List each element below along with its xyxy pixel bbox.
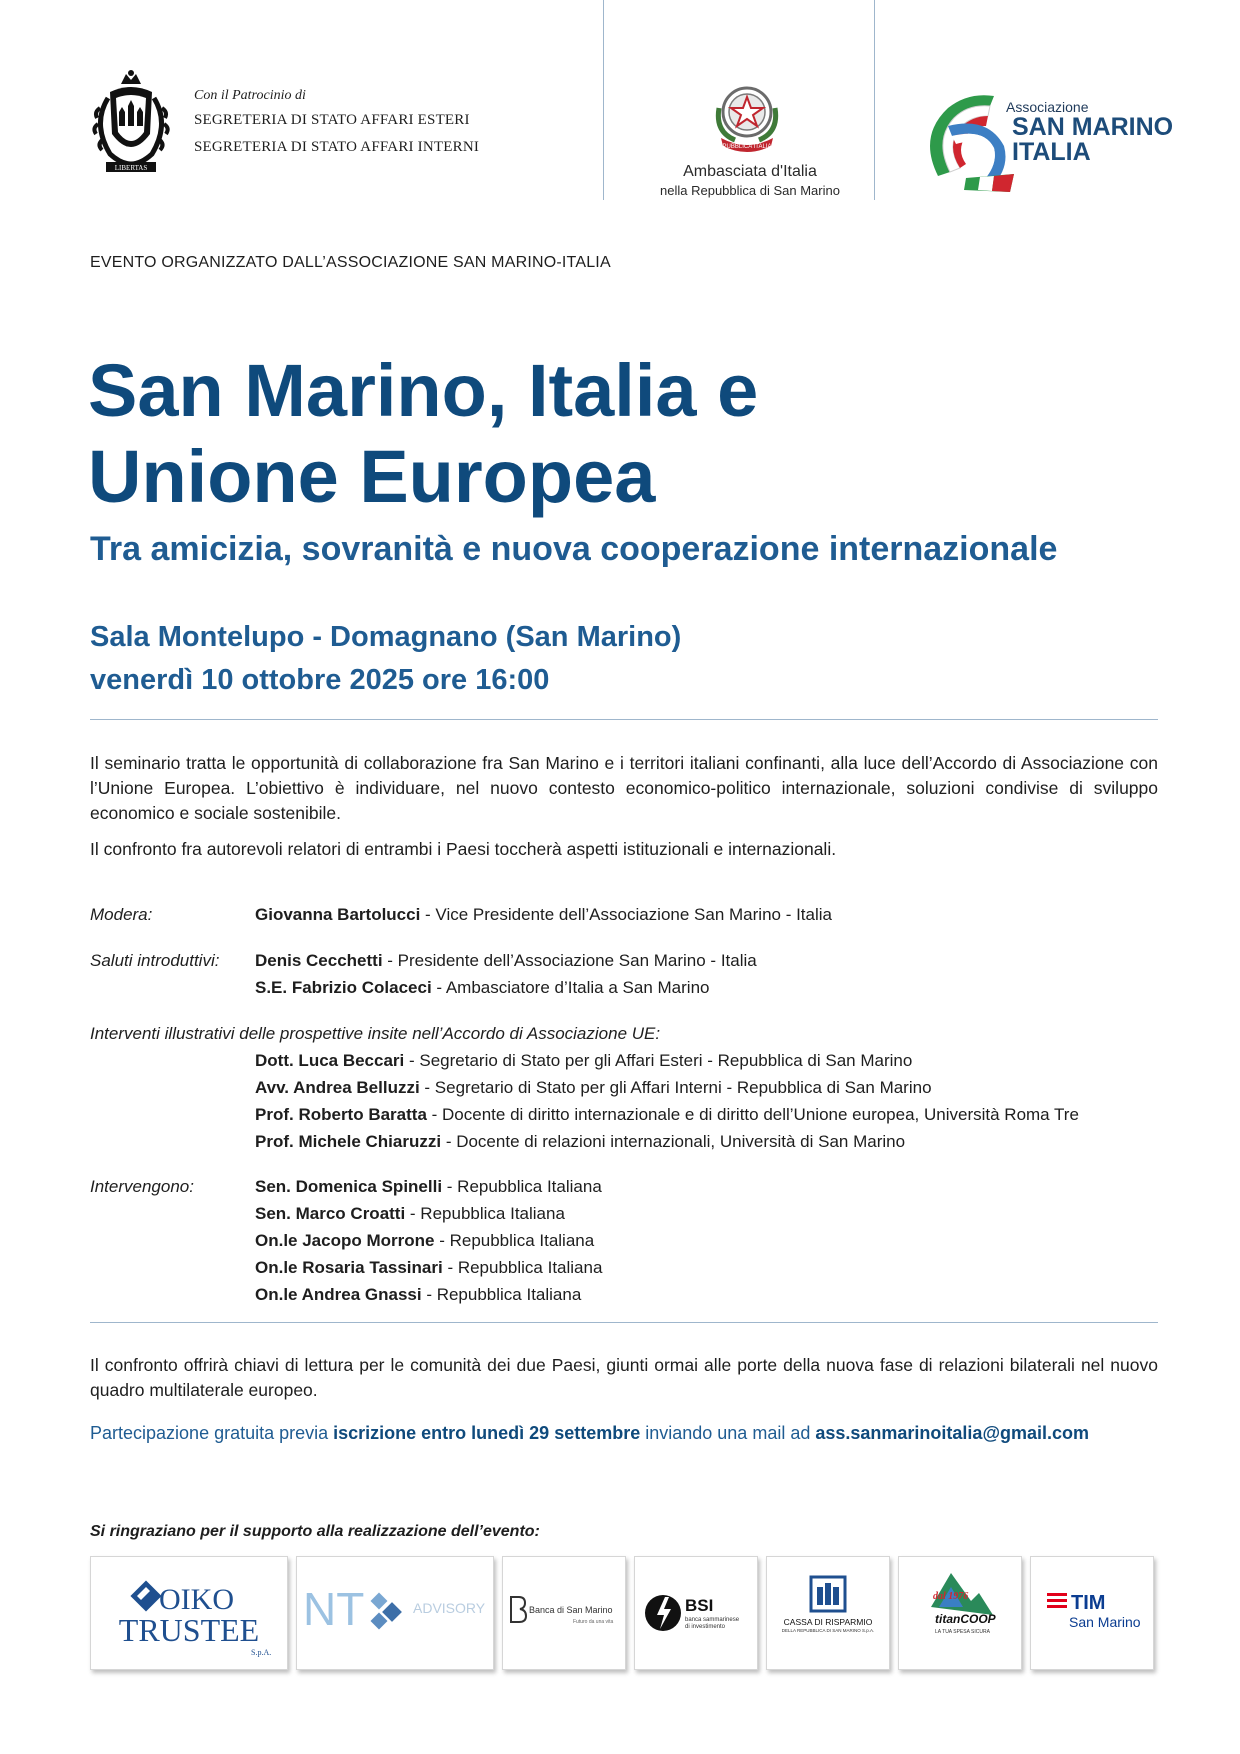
cassa-logo-icon — [767, 1557, 889, 1669]
cta-email-link[interactable]: ass.sanmarinoitalia@gmail.com — [815, 1423, 1090, 1443]
greetings-label: Saluti introduttivi: — [90, 951, 220, 970]
assoc-logo-line2: ITALIA — [1012, 138, 1091, 166]
event-venue: Sala Montelupo - Domagnano (San Marino) — [90, 621, 682, 653]
patronage-line-interni: SEGRETERIA DI STATO AFFARI INTERNI — [194, 139, 480, 155]
tim-logo-icon — [1031, 1557, 1153, 1669]
speaker-name: On.le Andrea Gnassi — [255, 1285, 422, 1304]
speaker-role: - Presidente dell’Associazione San Marino - Italia — [382, 951, 757, 970]
bsi-sub-text-1: banca sammarinese — [685, 1617, 740, 1623]
greeting-line — [255, 951, 757, 971]
speaker-role: - Docente di diritto internazionale e di diritto dell’Unione europea, Università Roma Tre — [426, 1105, 1079, 1124]
speaker-role: - Repubblica Italiana — [442, 1177, 602, 1196]
advisory-text: ADVISORY — [413, 1600, 486, 1616]
moderator-line — [255, 905, 832, 925]
oiko-logo-icon — [91, 1557, 287, 1669]
oiko-sub-text: S.p.A. — [251, 1648, 272, 1657]
titan-year-text: dal 1976 — [933, 1591, 969, 1602]
speaker-line — [255, 1177, 602, 1197]
speakers-label: Intervengono: — [90, 1177, 194, 1196]
talk-line — [255, 1105, 1079, 1125]
speaker-role: - Repubblica Italiana — [434, 1231, 595, 1250]
assoc-logo-small-text: Associazione — [1006, 99, 1089, 115]
sponsor-oiko-trustee — [90, 1556, 288, 1670]
nt-advisory-logo-icon — [297, 1557, 493, 1669]
sponsor-bsi — [634, 1556, 758, 1670]
intro-paragraph-2: Il confronto fra autorevoli relatori di entrambi i Paesi toccherà aspetti istituzionali e internazionali. — [90, 839, 837, 859]
bsi-sub-text-2: di investimento — [685, 1624, 726, 1630]
talks-label: Interventi illustrativi delle prospettive insite nell’Accordo di Associazione UE: — [90, 1024, 661, 1043]
speaker-name: Sen. Marco Croatti — [255, 1204, 406, 1223]
speaker-role: - Docente di relazioni internazionali, Università di San Marino — [441, 1132, 906, 1151]
tim-text: TIM — [1071, 1592, 1106, 1614]
speaker-line — [255, 1258, 602, 1278]
speaker-role: - Repubblica Italiana — [421, 1285, 582, 1304]
moderator-label: Modera: — [90, 905, 153, 924]
speaker-role: - Vice Presidente dell’Associazione San Marino - Italia — [420, 905, 832, 924]
event-title — [88, 348, 1158, 520]
event-title-line2: Unione Europea — [88, 435, 656, 518]
titan-logo-icon — [899, 1557, 1021, 1669]
speaker-line — [255, 1204, 565, 1224]
speaker-name: Dott. Luca Beccari — [255, 1051, 405, 1070]
coat-motto: LIBERTAS — [114, 164, 148, 172]
sponsor-banca-di-san-marino — [502, 1556, 626, 1670]
event-subtitle: Tra amicizia, sovranità e nuova cooperazione internazionale — [90, 530, 1058, 568]
cta-text-1: Partecipazione gratuita previa — [90, 1423, 334, 1443]
bsi-logo-icon — [635, 1557, 757, 1669]
cta-text-2: inviando una mail ad — [640, 1423, 816, 1443]
san-marino-coat-of-arms-icon — [86, 68, 176, 178]
closing-paragraph: Il confronto offrirà chiavi di lettura per le comunità dei due Paesi, giunti ormai alle porte della nuova fase di relazioni bilaterali nel nuovo quadro multilaterale europeo. — [90, 1355, 1158, 1400]
talk-line — [255, 1132, 905, 1152]
patronage-line-esteri: SEGRETERIA DI STATO AFFARI ESTERI — [194, 112, 470, 128]
bsi-text: BSI — [685, 1596, 714, 1615]
event-title-line1: San Marino, Italia e — [88, 349, 759, 432]
bsm-sub-text: Futuro da una vita — [573, 1619, 614, 1625]
embassy-name: Ambasciata d'Italia — [683, 163, 817, 180]
nt-text: NT — [303, 1583, 365, 1635]
divider-top — [90, 719, 1158, 720]
cta-deadline: iscrizione entro lunedì 29 settembre — [333, 1423, 641, 1443]
titan-sub-text: LA TUA SPESA SICURA — [935, 1629, 990, 1635]
sponsor-nt-advisory — [296, 1556, 494, 1670]
speaker-role: - Segretario di Stato per gli Affari Esteri - Repubblica di San Marino — [404, 1051, 913, 1070]
greeting-line — [255, 978, 709, 998]
speaker-line — [255, 1231, 594, 1251]
speaker-role: - Segretario di Stato per gli Affari Interni - Repubblica di San Marino — [419, 1078, 932, 1097]
header-divider-right — [874, 0, 875, 200]
organizer-line: EVENTO ORGANIZZATO DALL’ASSOCIAZIONE SAN MARINO-ITALIA — [90, 254, 611, 271]
titan-text: titanCOOP — [935, 1612, 996, 1626]
speaker-role: - Repubblica Italiana — [405, 1204, 565, 1223]
intro-paragraph: Il seminario tratta le opportunità di collaborazione fra San Marino e i territori italiani confinanti, alla luce dell’Accordo di Associazione con l’Unione Europea. L’obiettivo è individuare, nel nuovo contesto economico-politico internazionale, soluzioni condivise di sviluppo economico e sociale sostenibile. — [90, 753, 1158, 823]
header-divider-left — [603, 0, 604, 200]
sponsor-cassa-di-risparmio — [766, 1556, 890, 1670]
registration-info — [90, 1423, 1089, 1444]
cassa-text: CASSA DI RISPARMIO — [783, 1617, 873, 1627]
speaker-name: Prof. Michele Chiaruzzi — [255, 1132, 442, 1151]
event-datetime: venerdì 10 ottobre 2025 ore 16:00 — [90, 664, 550, 696]
talk-line — [255, 1051, 912, 1071]
emblem-ribbon-text: REPUBBLICA ITALIANA — [714, 144, 780, 150]
talk-line — [255, 1078, 932, 1098]
embassy-location: nella Repubblica di San Marino — [660, 183, 840, 198]
speaker-name: Prof. Roberto Baratta — [255, 1105, 427, 1124]
speaker-name: Denis Cecchetti — [255, 951, 383, 970]
cassa-sub-text: DELLA REPUBBLICA DI SAN MARINO S.p.A. — [781, 1628, 875, 1633]
speaker-name: Sen. Domenica Spinelli — [255, 1177, 443, 1196]
speaker-line — [255, 1285, 581, 1305]
patronage-intro: Con il Patrocinio di — [194, 88, 306, 103]
speaker-name: Avv. Andrea Belluzzi — [255, 1078, 420, 1097]
speaker-role: - Ambasciatore d’Italia a San Marino — [431, 978, 710, 997]
assoc-logo-line1: SAN MARINO — [1012, 113, 1174, 141]
bsm-logo-icon — [503, 1557, 625, 1669]
bsm-text: Banca di San Marino — [529, 1605, 613, 1615]
assoc-ribbon-logo-icon — [918, 86, 1018, 198]
speaker-name: On.le Jacopo Morrone — [255, 1231, 435, 1250]
speaker-name: On.le Rosaria Tassinari — [255, 1258, 443, 1277]
sponsor-tim-san-marino — [1030, 1556, 1154, 1670]
tim-sub-text: San Marino — [1069, 1614, 1141, 1630]
divider-bottom — [90, 1322, 1158, 1323]
event-venue-block — [90, 616, 681, 702]
speaker-name: S.E. Fabrizio Colaceci — [255, 978, 432, 997]
speaker-name: Giovanna Bartolucci — [255, 905, 421, 924]
italian-republic-emblem-icon — [705, 78, 789, 158]
sponsor-titan-coop — [898, 1556, 1022, 1670]
trustee-text: TRUSTEE — [118, 1612, 260, 1648]
sponsors-heading: Si ringraziano per il supporto alla realizzazione dell’evento: — [90, 1523, 540, 1540]
speaker-role: - Repubblica Italiana — [442, 1258, 603, 1277]
oiko-text: OIKO — [159, 1583, 234, 1616]
